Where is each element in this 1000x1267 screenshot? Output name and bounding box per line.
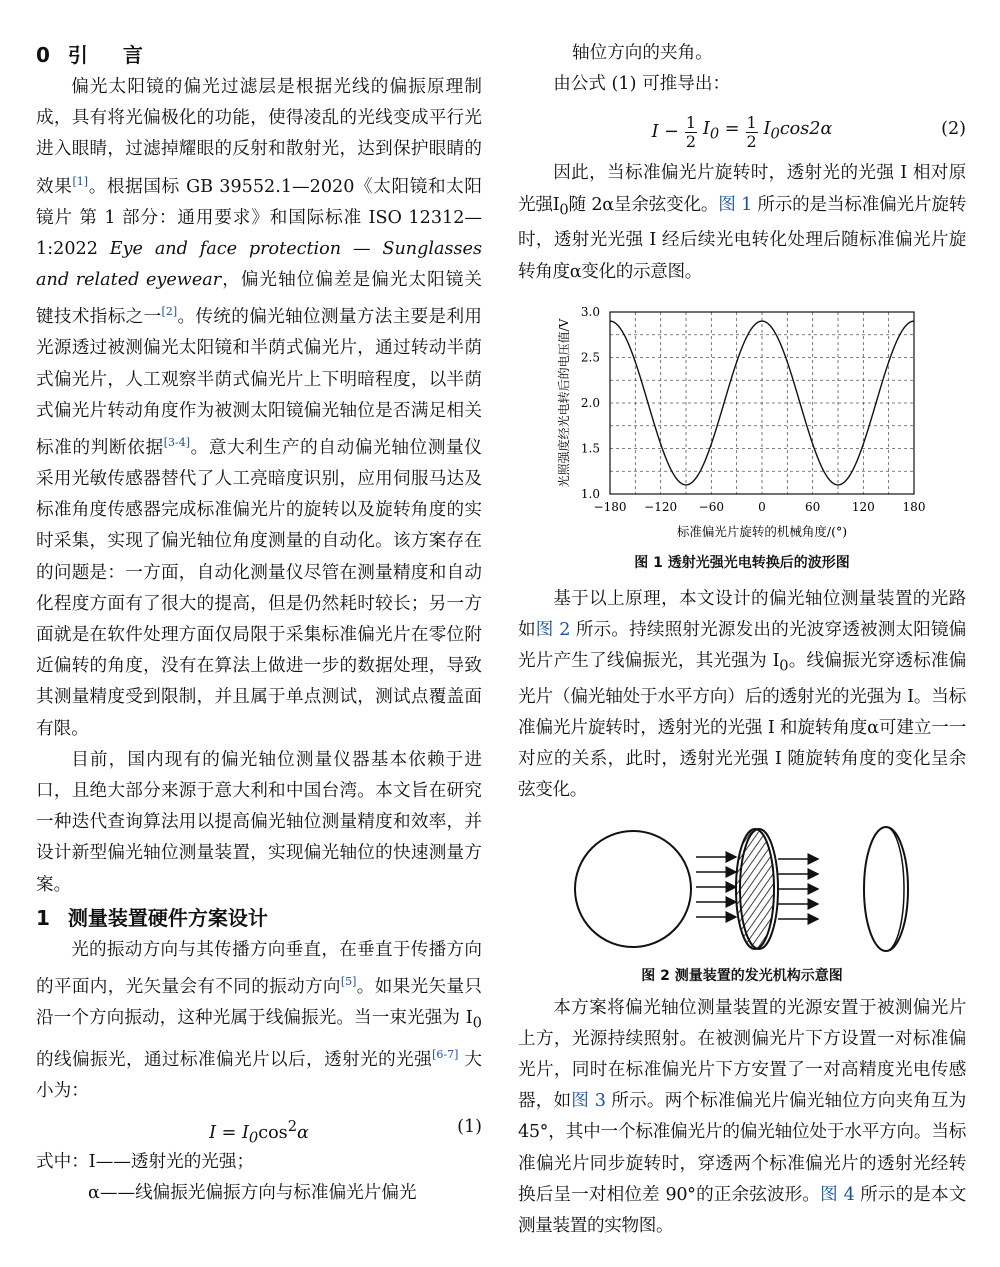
hatched-polarizer [736, 829, 774, 949]
y-tick-label: 2.5 [580, 350, 600, 365]
hardware-paragraph: 光的振动方向与其传播方向垂直，在垂直于传播方向的平面内，光矢量会有不同的振动方向[5]。如果光矢量只沿一个方向振动，这种光属于线偏振光。当一束光强为 $I_0$ 的线偏振光，通过标准偏光片以后，透射光的光强[6-7] 大小为： [36, 939, 482, 1101]
intro-paragraph-1: 偏光太阳镜的偏光过滤层是根据光线的偏振原理制成，具有将光偏极化的功能，使得凌乱的光线变成平行光进入眼睛，过滤掉耀眼的反射和散射光，达到保护眼睛的效果[1]。根据国标 GB 39552.1—2020《太阳镜和太阳镜片 第 1 部分：通用要求》和国际标准 ISO 12312—1:2022 Eye and face protection — Sunglasses and related eyewear，偏光轴位偏差是偏光太阳镜关键技术指标之一[2]。传统的偏光轴位测量方法主要是利用光源透过被测偏光太阳镜和半荫式偏光片，通过转动半荫式偏光片，人工观察半荫式偏光片上下明暗程度，以半荫式偏光片转动角度作为被测太阳镜偏光轴位是否满足相关标准的判断依据[3-4]。意大利生产的自动偏光轴位测量仪采用光敏传感器替代了人工亮暗度识别，应用伺服马达及标准角度传感器完成标准偏光片的旋转以及旋转角度的实时采集，实现了偏光轴位角度测量的自动化。该方案存在的问题是：一方面，自动化测量仪尽管在测量精度和自动化程度方面有了很大的提高，但是仍然耗时较长；另一方面就是在软件处理方面仅局限于采集标准偏光片在零位附近偏转的角度，没有在算法上做进一步的数据处理，导致其测量精度受到限制，并且属于单点测试，测试点覆盖面有限。 [36, 77, 482, 739]
setup-paragraph: 本方案将偏光轴位测量装置的光源安置于被测偏光片上方，光源持续照射。在被测偏光片下方设置一对标准偏光片，同时在标准偏光片下方安置了一对高精度光电传感器，如图 3 所示。两个标准偏光片偏光轴位方向夹角互为 45°，其中一个标准偏光片的偏光轴位处于水平方向。当标准偏光片同步旋转时，穿透两个标准偏光片的透射光经转换后呈一对相位差 90°的正余弦波形。图 4 所示的是本文测量装置的实物图。 [518, 997, 966, 1237]
figure-2 [518, 819, 966, 987]
x-tick-label: 180 [902, 499, 926, 514]
right-column [518, 38, 966, 1242]
y-tick-label: 2.0 [580, 395, 600, 410]
x-tick-label: −120 [644, 499, 678, 514]
citation-1[interactable]: [1] [72, 174, 89, 188]
definition-angle-continued: 轴位方向的夹角。 [572, 43, 713, 63]
waveform-chart [518, 298, 966, 546]
y-tick-label: 1.5 [580, 441, 600, 456]
x-tick-label: 120 [851, 499, 875, 514]
definition-intensity: 式中：I——透射光的光强； [36, 1152, 255, 1173]
y-tick-label: 1.0 [580, 486, 600, 501]
x-tick-label: −60 [698, 499, 724, 514]
optical-diagram [518, 819, 966, 959]
equation-2: I − $\frac{1}{2}$ $I_0$ = $\frac{1}{2}$ $I_0\cos 2\alpha$ (2) [518, 100, 966, 158]
y-axis-label: 光照强度经光电转后的电压值/V [557, 318, 571, 488]
optical-path-paragraph: 基于以上原理，本文设计的偏光轴位测量装置的光路如图 2 所示。持续照射光源发出的光波穿透被测太阳镜偏光片产生了线偏振光，其光强为 $I_0$。线偏振光穿透标准偏光片（偏光轴处于水平方向）后的透射光的光强为 I。当标准偏光片旋转时，透射光的光强 I 和旋转角度α可建立一一对应的关系，此时，透射光光强 I 随旋转角度的变化呈余弦变化。 [518, 588, 966, 801]
citation-3-4[interactable]: [3-4] [163, 435, 191, 449]
analyzer-lens [864, 827, 908, 951]
figure-1-caption: 图 1 透射光强光电转换后的波形图 [634, 554, 850, 571]
figure-1-link[interactable]: 图 1 [718, 194, 752, 215]
figure-4-link[interactable]: 图 4 [820, 1184, 855, 1205]
x-tick-label: 60 [805, 499, 821, 514]
equation-2-number: (2) [941, 119, 966, 140]
y-tick-label: 3.0 [580, 304, 600, 319]
x-tick-label: 0 [758, 499, 766, 514]
citation-2[interactable]: [2] [161, 305, 178, 319]
x-tick-label: −180 [593, 499, 627, 514]
equation-1: $I = I_0\cos^2\alpha$ (1) [36, 1107, 482, 1147]
section-1-heading: 1 测量装置硬件方案设计 [36, 905, 268, 930]
section-0-heading: 0 引 言 [36, 43, 157, 67]
citation-5[interactable]: [5] [340, 975, 357, 989]
x-axis-label: 标准偏光片旋转的机械角度/(°) [676, 523, 848, 539]
derivation-intro: 由公式 (1) 可推导出： [553, 74, 731, 95]
cosine-paragraph: 因此，当标准偏光片旋转时，透射光的光强 I 相对原光强$I_0$随 2α呈余弦变化。图 1 所示的是当标准偏光片旋转时，透射光光强 I 经后续光电转化处理后随标准偏光片旋转角度α变化的示意图。 [518, 163, 967, 282]
figure-3-link[interactable]: 图 3 [571, 1091, 606, 1112]
light-source-disk [575, 831, 691, 947]
equation-1-number: (1) [457, 1117, 482, 1138]
citation-6-7[interactable]: [6-7] [432, 1047, 459, 1061]
left-column [36, 38, 482, 1210]
definition-angle: α——线偏振光偏振方向与标准偏光片偏光 [88, 1183, 417, 1204]
figure-1 [518, 298, 966, 574]
figure-2-caption: 图 2 测量装置的发光机构示意图 [641, 967, 843, 984]
figure-2-link[interactable]: 图 2 [535, 619, 571, 640]
intro-paragraph-2: 目前，国内现有的偏光轴位测量仪器基本依赖于进口，且绝大部分来源于意大利和中国台湾。本文旨在研究一种迭代查询算法用以提高偏光轴位测量精度和效率，并设计新型偏光轴位测量装置，实现偏光轴位的快速测量方案。 [36, 749, 482, 895]
